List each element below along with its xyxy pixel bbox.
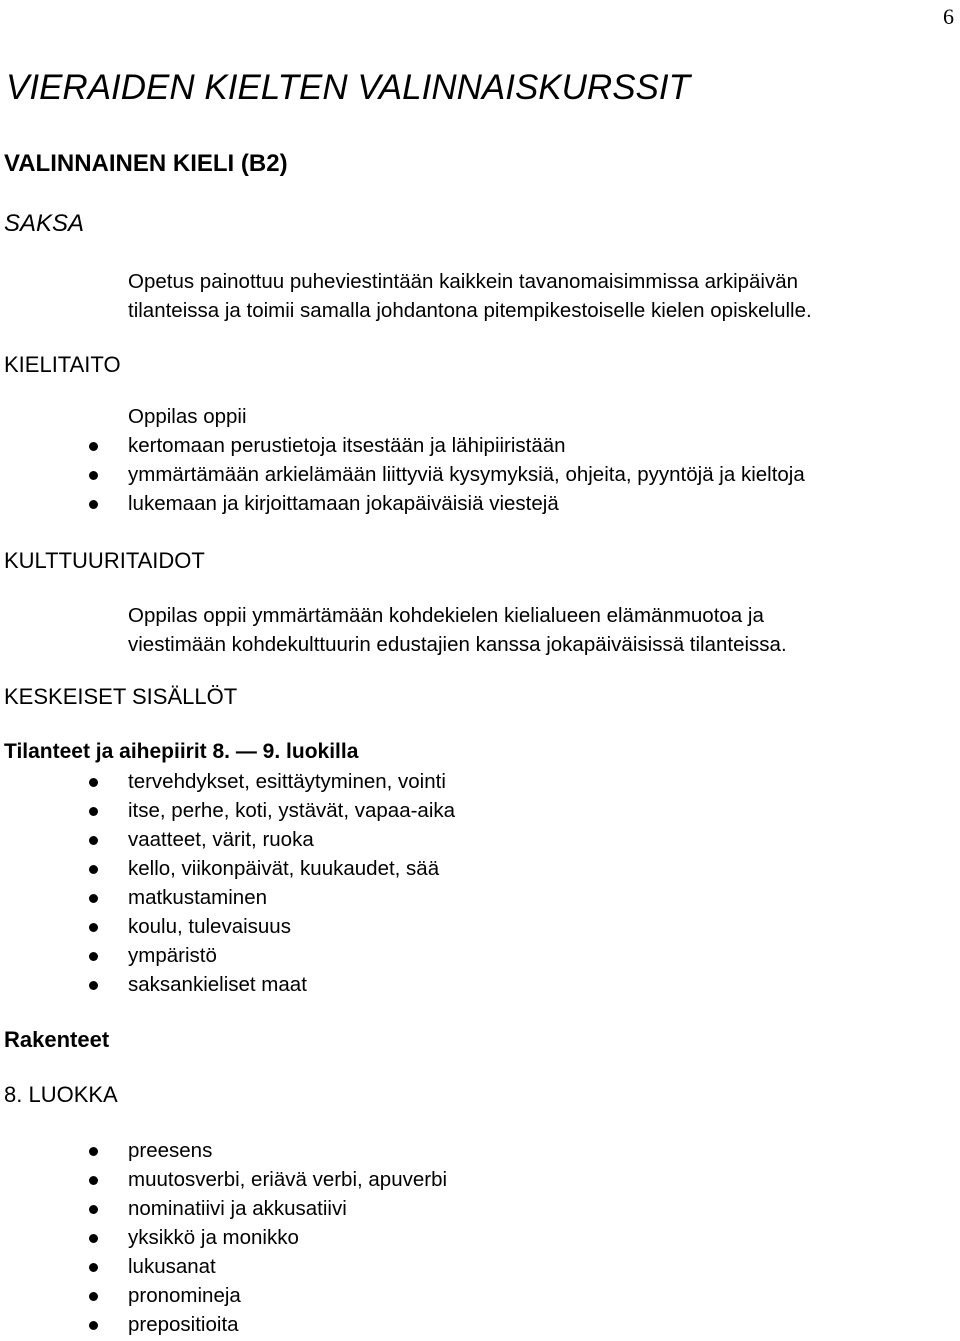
list-item: muutosverbi, eriävä verbi, apuverbi [128, 1165, 447, 1194]
bullet-icon [89, 981, 98, 990]
list-item: lukusanat [128, 1252, 447, 1281]
grade-heading: 8. LUOKKA [4, 1082, 118, 1107]
bullet-icon [89, 1147, 98, 1156]
kulttuuritaidot-paragraph [128, 601, 787, 659]
list-item: kertomaan perustietoja itsestään ja lähipiiristään [128, 431, 805, 460]
list-item: tervehdykset, esittäytyminen, vointi [128, 767, 455, 796]
page-title: VIERAIDEN KIELTEN VALINNAISKURSSIT [6, 68, 690, 107]
list-item: ympäristö [128, 941, 455, 970]
bullet-icon [89, 778, 98, 787]
bullet-icon [89, 952, 98, 961]
list-item: lukemaan ja kirjoittamaan jokapäiväisiä viestejä [128, 489, 805, 518]
intro-line: Opetus painottuu puheviestintään kaikkein tavanomaisimmissa arkipäivän [128, 270, 799, 293]
bullet-icon [89, 1292, 98, 1301]
kielitaito-heading: KIELITAITO [4, 352, 121, 377]
kielitaito-list [128, 431, 805, 518]
intro-line: tilanteissa ja toimii samalla johdantona pitempikestoiselle kielen opiskelulle. [128, 299, 812, 322]
bullet-icon [89, 1321, 98, 1330]
bullet-icon [89, 894, 98, 903]
bullet-icon [89, 865, 98, 874]
kulttuuritaidot-line: Oppilas oppii ymmärtämään kohdekielen kielialueen elämänmuotoa ja [128, 604, 764, 627]
bullet-icon [89, 807, 98, 816]
keskeiset-heading: KESKEISET SISÄLLÖT [4, 684, 238, 709]
bullet-icon [89, 471, 98, 480]
bullet-icon [89, 500, 98, 509]
list-item: ymmärtämään arkielämään liittyviä kysymyksiä, ohjeita, pyyntöjä ja kieltoja [128, 460, 805, 489]
bullet-icon [89, 442, 98, 451]
bullet-icon [89, 1205, 98, 1214]
keskeiset-list [128, 767, 455, 999]
kulttuuritaidot-heading: KULTTUURITAIDOT [4, 548, 205, 573]
kielitaito-lead: Oppilas oppii [128, 405, 247, 428]
rakenteet-heading: Rakenteet [4, 1027, 110, 1052]
list-item: pronomineja [128, 1281, 447, 1310]
list-item: nominatiivi ja akkusatiivi [128, 1194, 447, 1223]
list-item: kello, viikonpäivät, kuukaudet, sää [128, 854, 455, 883]
list-item: prepositioita [128, 1310, 447, 1339]
list-item: koulu, tulevaisuus [128, 912, 455, 941]
bullet-icon [89, 836, 98, 845]
section-title: VALINNAINEN KIELI (B2) [4, 150, 288, 177]
bullet-icon [89, 1176, 98, 1185]
list-item: itse, perhe, koti, ystävät, vapaa-aika [128, 796, 455, 825]
bullet-icon [89, 1263, 98, 1272]
kulttuuritaidot-line: viestimään kohdekulttuurin edustajien kanssa jokapäiväisissä tilanteissa. [128, 633, 787, 656]
bullet-icon [89, 1234, 98, 1243]
intro-paragraph [128, 267, 812, 325]
language-title: SAKSA [4, 210, 85, 237]
bullet-icon [89, 923, 98, 932]
list-item: saksankieliset maat [128, 970, 455, 999]
list-item: matkustaminen [128, 883, 455, 912]
list-item: vaatteet, värit, ruoka [128, 825, 455, 854]
rakenteet-list [128, 1136, 447, 1339]
keskeiset-subheading: Tilanteet ja aihepiirit 8. — 9. luokilla [4, 740, 359, 763]
page-number: 6 [943, 4, 954, 29]
list-item: preesens [128, 1136, 447, 1165]
list-item: yksikkö ja monikko [128, 1223, 447, 1252]
